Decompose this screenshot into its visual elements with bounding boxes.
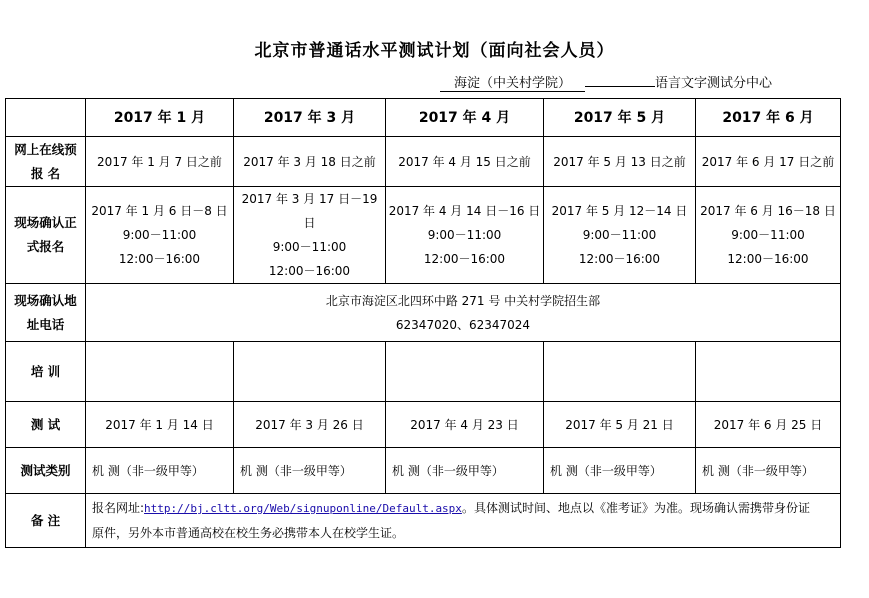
onsite-cell: 2017 年 4 月 14 日－16 日 9:00－11:00 12:00－16:00 [386, 187, 544, 284]
test-date: 2017 年 3 月 26 日 [234, 402, 386, 448]
month-header: 2017 年 5 月 [544, 99, 696, 137]
remarks-row [6, 494, 841, 548]
online-deadline: 2017 年 4 月 15 日之前 [386, 137, 544, 187]
test-date: 2017 年 4 月 23 日 [386, 402, 544, 448]
row-label-onsite: 现场确认正 式报名 [6, 187, 86, 284]
test-category: 机 测（非一级甲等） [386, 448, 544, 494]
training-cell [386, 342, 544, 402]
test-date: 2017 年 5 月 21 日 [544, 402, 696, 448]
month-header: 2017 年 6 月 [696, 99, 841, 137]
phone-numbers: 62347020、62347024 [395, 317, 531, 332]
online-deadline: 2017 年 6 月 17 日之前 [696, 137, 841, 187]
signup-url-link[interactable]: http://bj.cltt.org/Web/signuponline/Default.aspx [144, 502, 462, 515]
row-label-address: 现场确认地 址电话 [6, 284, 86, 342]
header-row [6, 99, 841, 137]
address-text: 北京市海淀区北四环中路 271 号 中关村学院招生部 [325, 293, 601, 308]
remarks-text: 。具体测试时间、地点以《准考证》为准。现场确认需携带身份证 [461, 501, 810, 515]
test-row [6, 402, 841, 448]
online-deadline: 2017 年 3 月 18 日之前 [234, 137, 386, 187]
training-row [6, 342, 841, 402]
training-cell [696, 342, 841, 402]
online-registration-row [6, 137, 841, 187]
organizer-blank [585, 86, 655, 87]
month-header: 2017 年 1 月 [86, 99, 234, 137]
row-label-test: 测 试 [6, 402, 86, 448]
training-cell [234, 342, 386, 402]
test-date: 2017 年 1 月 14 日 [86, 402, 234, 448]
header-corner [6, 99, 86, 137]
schedule-table [5, 98, 841, 548]
organizer-institution: 海淀（中关村学院） [440, 72, 585, 92]
onsite-cell: 2017 年 1 月 6 日－8 日 9:00－11:00 12:00－16:00 [86, 187, 234, 284]
organizer-line [440, 72, 772, 92]
page-title: 北京市普通话水平测试计划（面向社会人员） [254, 41, 615, 61]
test-category: 机 测（非一级甲等） [234, 448, 386, 494]
test-category: 机 测（非一级甲等） [544, 448, 696, 494]
remarks-text-2: 原件，另外本市普通高校在校生务必携带本人在校学生证。 [92, 526, 405, 540]
onsite-cell: 2017 年 5 月 12－14 日 9:00－11:00 12:00－16:00 [544, 187, 696, 284]
row-label-online: 网上在线预 报 名 [6, 137, 86, 187]
test-category-row [6, 448, 841, 494]
training-cell [86, 342, 234, 402]
test-category: 机 测（非一级甲等） [86, 448, 234, 494]
test-category: 机 测（非一级甲等） [696, 448, 841, 494]
address-row [6, 284, 841, 342]
online-deadline: 2017 年 1 月 7 日之前 [86, 137, 234, 187]
remarks-prefix: 报名网址: [92, 501, 145, 515]
row-label-remarks: 备 注 [6, 494, 86, 548]
row-label-category: 测试类别 [6, 448, 86, 494]
onsite-registration-row [6, 187, 841, 284]
online-deadline: 2017 年 5 月 13 日之前 [544, 137, 696, 187]
training-cell [544, 342, 696, 402]
address-cell [86, 284, 841, 342]
organizer-suffix: 语言文字测试分中心 [655, 76, 773, 91]
month-header: 2017 年 4 月 [386, 99, 544, 137]
onsite-cell: 2017 年 3 月 17 日－19 日 9:00－11:00 12:00－16:00 [234, 187, 386, 284]
remarks-cell [86, 494, 841, 548]
row-label-training: 培 训 [6, 342, 86, 402]
month-header: 2017 年 3 月 [234, 99, 386, 137]
test-date: 2017 年 6 月 25 日 [696, 402, 841, 448]
onsite-cell: 2017 年 6 月 16－18 日 9:00－11:00 12:00－16:00 [696, 187, 841, 284]
